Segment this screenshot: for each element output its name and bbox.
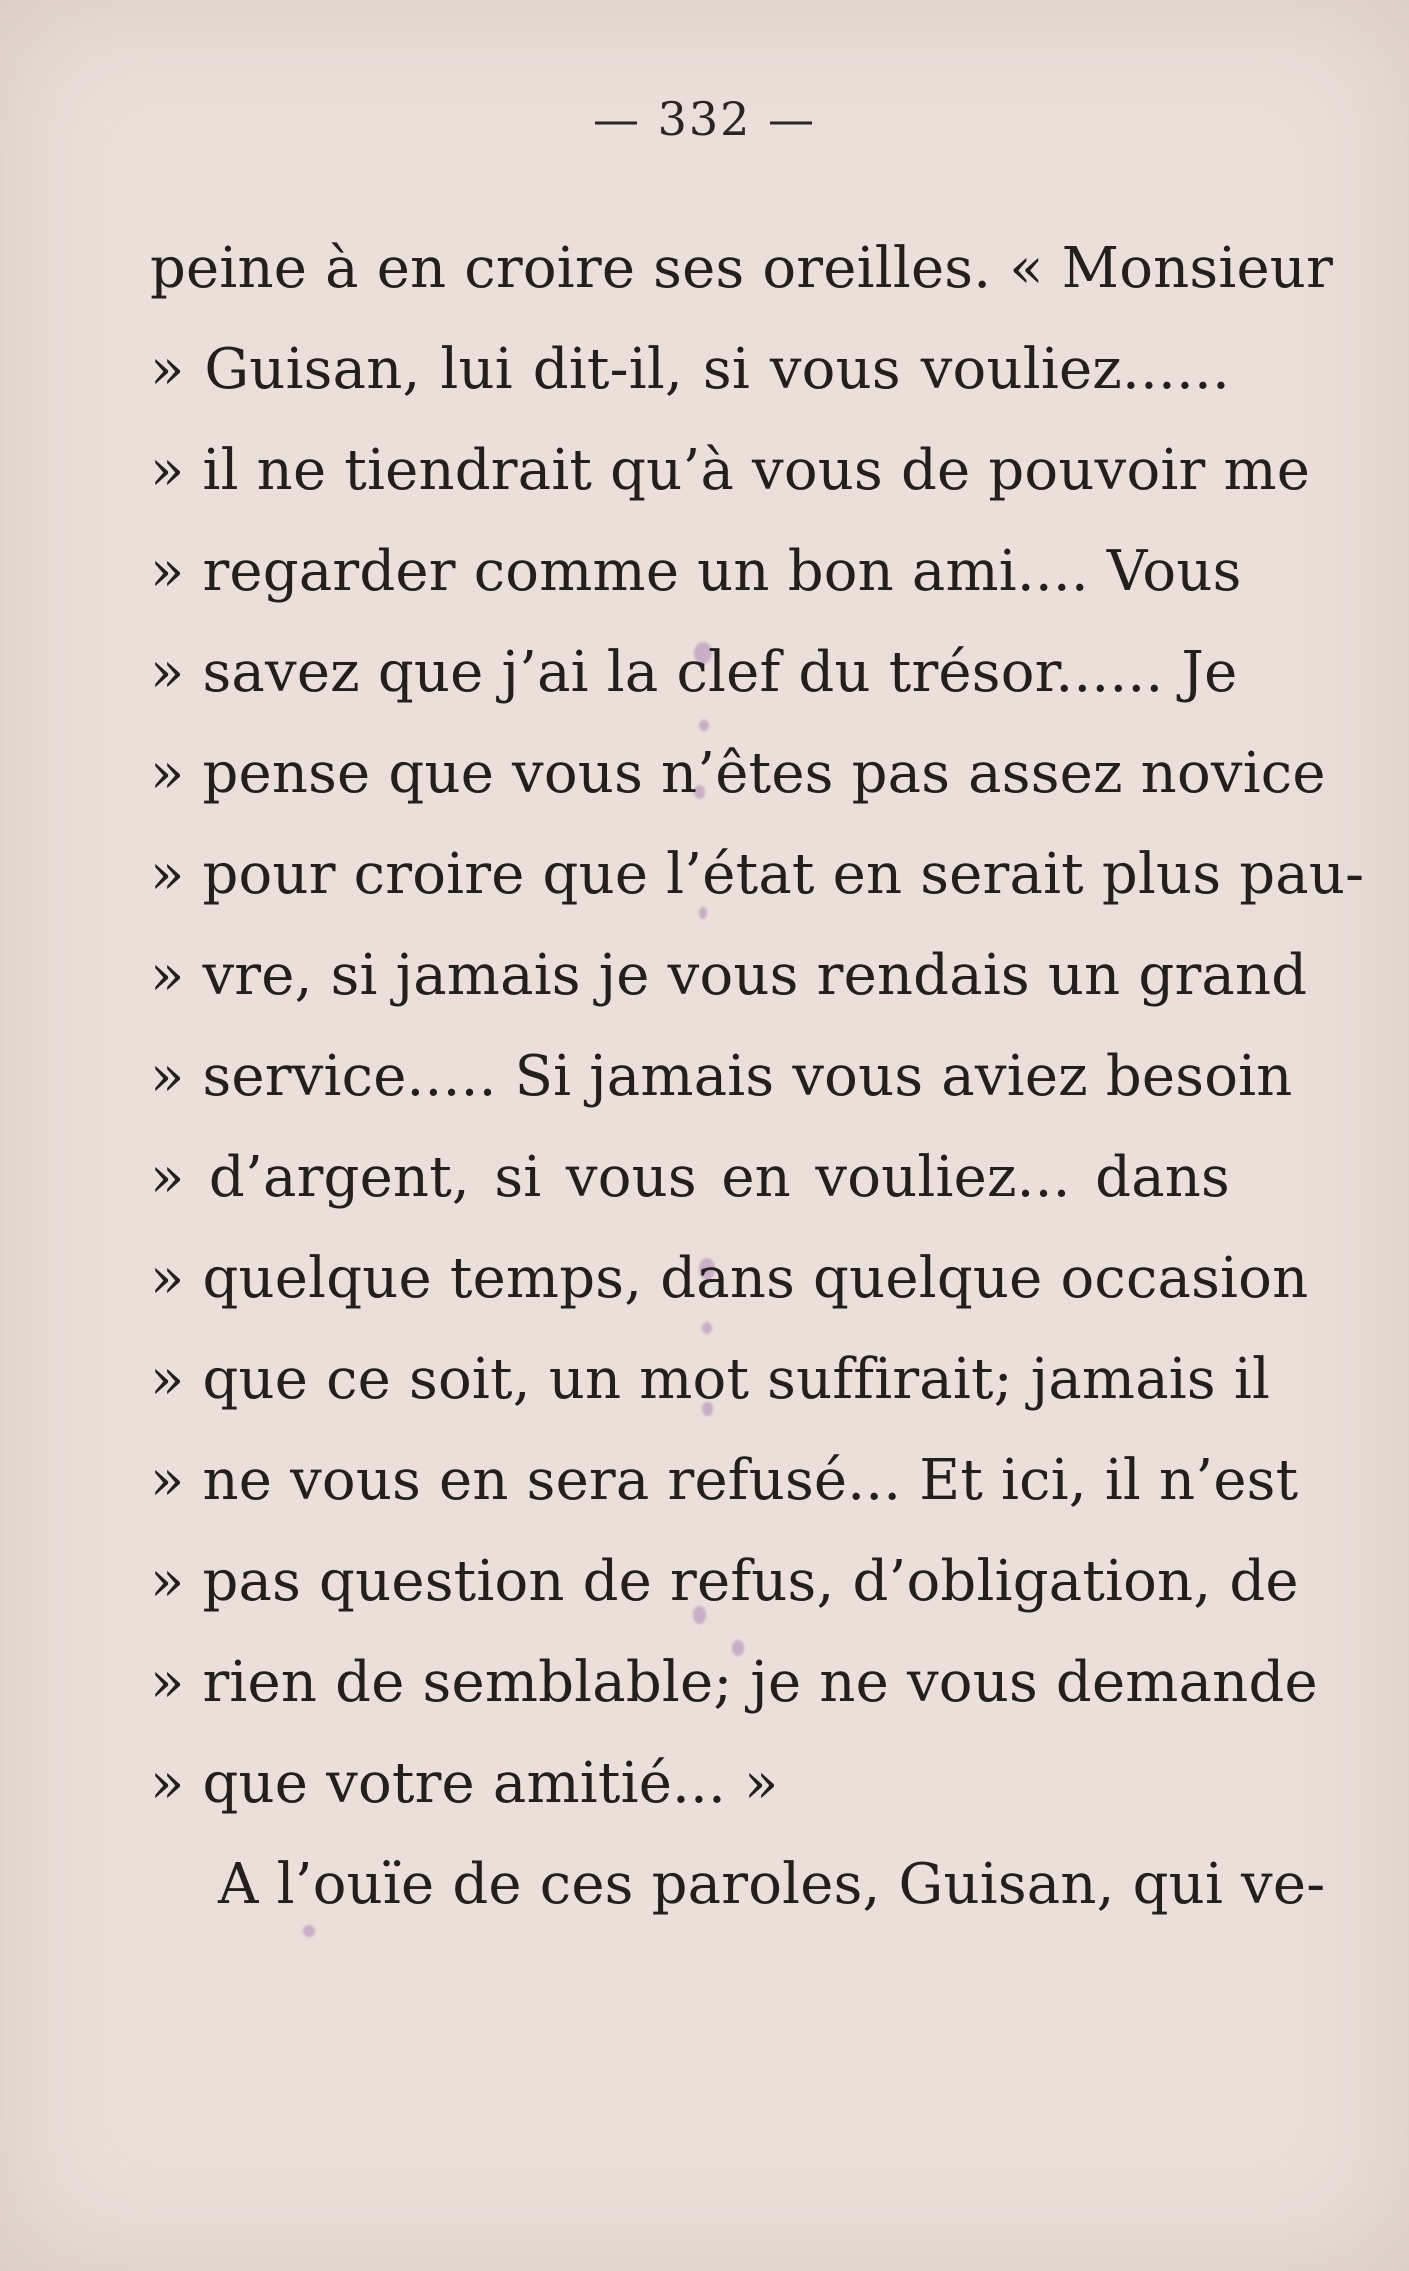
text-line: » pour croire que l’état en serait plus pau-: [150, 842, 1365, 907]
body-text: [150, 218, 1365, 1935]
text-line: » service..... Si jamais vous aviez besoin: [150, 1044, 1293, 1109]
text-line: » pense que vous n’êtes pas assez novice: [150, 741, 1326, 806]
text-line: » Guisan, lui dit-il, si vous vouliez......: [150, 337, 1230, 402]
text-line: » regarder comme un bon ami.... Vous: [150, 539, 1242, 604]
text-line: » quelque temps, dans quelque occasion: [150, 1246, 1309, 1311]
page-number: — 332 —: [592, 92, 817, 146]
text-line: » ne vous en sera refusé... Et ici, il n’est: [150, 1448, 1299, 1513]
text-line: peine à en croire ses oreilles. « Monsieur: [150, 236, 1334, 301]
text-line: » rien de semblable; je ne vous demande: [150, 1650, 1318, 1715]
text-line: » il ne tiendrait qu’à vous de pouvoir me: [150, 438, 1311, 503]
text-line: » que votre amitié... »: [150, 1751, 779, 1816]
text-line: » d’argent, si vous en vouliez... dans: [150, 1145, 1230, 1210]
paragraph-start-line: A l’ouïe de ces paroles, Guisan, qui ve-: [218, 1852, 1326, 1917]
text-line: » savez que j’ai la clef du trésor...... Je: [150, 640, 1238, 705]
text-line: » que ce soit, un mot suffirait; jamais il: [150, 1347, 1271, 1412]
text-line: » vre, si jamais je vous rendais un grand: [150, 943, 1308, 1008]
text-line: » pas question de refus, d’obligation, de: [150, 1549, 1299, 1614]
